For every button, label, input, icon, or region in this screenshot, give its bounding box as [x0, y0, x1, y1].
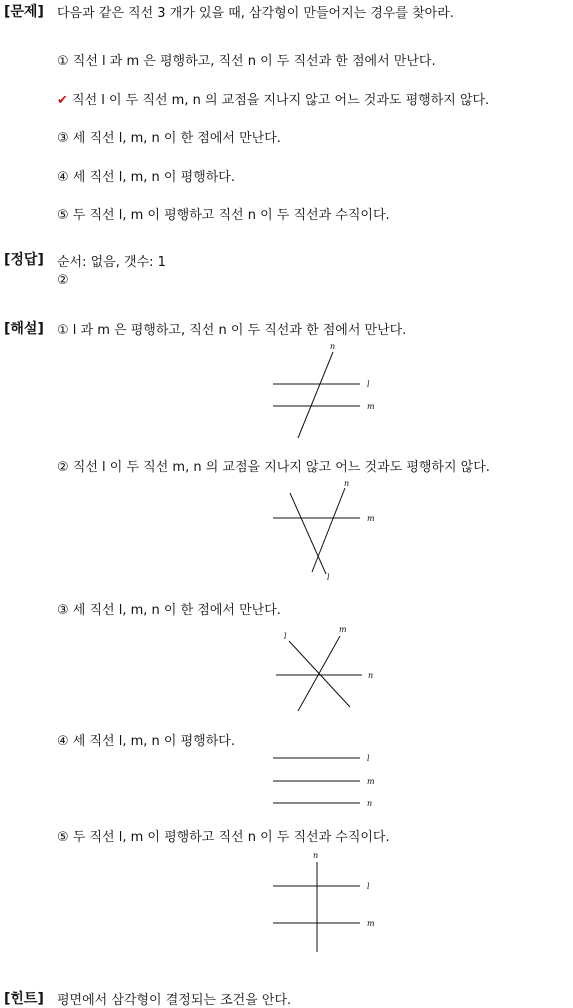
- label-m: m: [367, 514, 375, 523]
- label-n: n: [330, 342, 336, 351]
- explanation-item-2: ② 직선 l 이 두 직선 m, n 의 교점을 지나지 않고 어느 것과도 평행하지 않다.: [57, 460, 490, 475]
- label-l: l: [367, 380, 370, 389]
- option-1-text: 직선 l 과 m 은 평행하고, 직선 n 이 두 직선과 한 점에서 만난다.: [72, 54, 436, 69]
- label-n: n: [313, 851, 319, 860]
- explanation-item-5: ⑤ 두 직선 l, m 이 평행하고 직선 n 이 두 직선과 수직이다.: [57, 830, 390, 845]
- label-n: n: [367, 799, 373, 808]
- explanation-item-1: ① l 과 m 은 평행하고, 직선 n 이 두 직선과 한 점에서 만난다.: [57, 323, 407, 338]
- label-l: l: [367, 882, 370, 891]
- answer-tag: [정답]: [4, 252, 44, 268]
- option-4-marker: ④: [57, 170, 69, 185]
- label-l: l: [367, 754, 370, 763]
- label-m: m: [367, 919, 375, 928]
- option-4-text: 세 직선 l, m, n 이 평행하다.: [72, 170, 235, 185]
- label-m: m: [339, 625, 347, 634]
- hint-text: 평면에서 삼각형이 결정되는 조건을 안다.: [57, 993, 292, 1008]
- hint-tag: [힌트]: [4, 991, 44, 1007]
- answer-choice: ②: [57, 273, 69, 288]
- label-m: m: [367, 402, 375, 411]
- explanation-tag: [해설]: [4, 321, 44, 337]
- label-n: n: [368, 671, 374, 680]
- option-5-marker: ⑤: [57, 208, 69, 223]
- label-m: m: [367, 777, 375, 786]
- option-2-text: 직선 l 이 두 직선 m, n 의 교점을 지나지 않고 어느 것과도 평행하지 않다.: [72, 93, 490, 108]
- answer-summary: 순서: 없음, 갯수: 1: [57, 255, 166, 270]
- check-icon: ✔: [57, 93, 68, 108]
- option-3-text: 세 직선 l, m, n 이 한 점에서 만난다.: [72, 131, 281, 146]
- option-1-marker: ①: [57, 54, 69, 69]
- problem-tag: [문제]: [4, 4, 44, 20]
- option-3-marker: ③: [57, 131, 69, 146]
- label-l: l: [327, 573, 330, 582]
- label-l: l: [284, 632, 287, 641]
- explanation-item-3: ③ 세 직선 l, m, n 이 한 점에서 만난다.: [57, 603, 281, 618]
- problem-text: 다음과 같은 직선 3 개가 있을 때, 삼각형이 만들어지는 경우를 찾아라.: [57, 6, 454, 21]
- label-n: n: [344, 479, 350, 488]
- option-5-text: 두 직선 l, m 이 평행하고 직선 n 이 두 직선과 수직이다.: [72, 208, 390, 223]
- explanation-item-4: ④ 세 직선 l, m, n 이 평행하다.: [57, 734, 235, 749]
